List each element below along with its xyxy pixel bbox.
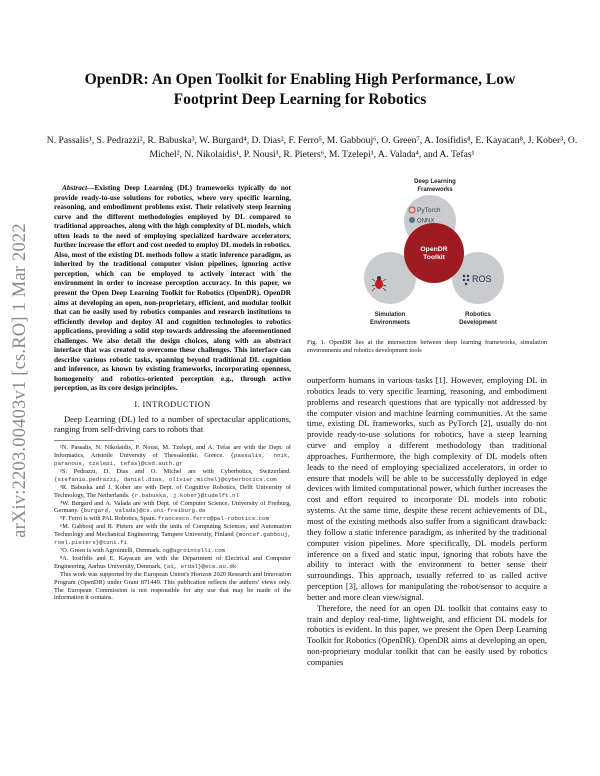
footnote-divider: [54, 440, 134, 441]
figure-1-caption: Fig. 1. OpenDR lies at the intersection between deep learning frameworks, simulation environments and robotics development tools: [307, 339, 547, 354]
footnote-2: ²S. Pedrazzi, D. Dias and O. Michel are with Cyberbotics, Switzerland. {stefania.pedrazzi, daniel.dias, olivier.michel}@cyberbotics.com: [54, 467, 291, 483]
footnote-6: ⁶M. Gabbouj and R. Pieters are with the units of Computing Sciences, and Automation Technology and Mechanical Engineering, Tampere University, Finland {moncef.gabbouj, roel.pieters}@tuni.fi: [54, 523, 292, 547]
paper-title: OpenDR: An Open Toolkit for Enabling High Performance, Low Footprint Deep Learning for Robotics: [84, 71, 516, 108]
footnote-5: ⁵F. Ferro is with PAL Robotics, Spain. francesco.ferro@pal-robotics.com: [60, 515, 270, 523]
center-label-1: OpenDR: [420, 246, 448, 253]
center-label-2: Toolkit: [423, 254, 445, 261]
footnote-funding: This work was supported by the European Union's Horizon 2020 Research and Innovation Program (OpenDR) under Grant 871449. This publication reflects the authors' views only. The European Commission is not responsible for any use that may be made of the information it contains.: [54, 570, 291, 602]
label-robotics-2: Development: [459, 320, 497, 326]
footnotes: [54, 444, 291, 602]
arxiv-stamp-text: arXiv:2203.00403v1 [cs.RO] 1 Mar 2022: [9, 222, 30, 538]
label-robotics-1: Robotics: [465, 312, 491, 318]
pytorch-logo-text: PyTorch: [417, 207, 441, 214]
footnote-1: ¹N. Passalis, N. Nikolaidis, P. Nousi, M. Tzelepi, and A. Tefas are with the Dept. of Informatics, Aristotle University of Thessaloniki, Greece. {passalis, nnik, paranous, tzelepi, tefas}@csd.auth.gr: [54, 444, 291, 468]
footnote-8: ⁸A. Iosifidis and E. Kayacan are with the Department of Electrical and Computer Engineering, Aarhus University, Denmark. {ai, erdal}@ece.au.dk: [54, 554, 291, 570]
abstract-text: Existing Deep Learning (DL) frameworks typically do not provide ready-to-use solutions for robotics, where very specific learning, reasoning, and embodiment problems exist. Their relatively steep learning curve and the different methodologies employed by DL compared to traditional approaches, along with the high complexity of DL models, which often leads to the need of employing specialized hardware accelerators, further increase the effort and cost needed to employ DL models in robotics. Also, most of the existing DL methods follow a static inference paradigm, as inherited by the traditional computer vision pipelines, ignoring active perception, which can be employed to actively interact with the environment in order to increase perception accuracy. In this paper, we present the Open Deep Learning Toolkit for Robotics (OpenDR). OpenDR aims at developing an open, non-proprietary, efficient, and modular toolkit that can be easily used by robotics companies and research institutions to efficiently develop and deploy AI and cognition technologies to robotics applications, providing a solid step towards addressing the aforementioned challenges. We also detail the design choices, along with an abstract interface that was created to overcome these challenges. This interface can describe various robotic tasks, spanning beyond traditional DL cognition and inference, as known by existing frameworks, incorporating openness, homogeneity and robotics-oriented perception e.g., through active perception, as its core design principles.: [54, 183, 291, 393]
abstract-label: Abstract—: [62, 183, 95, 192]
section-heading-introduction: I. INTRODUCTION: [134, 400, 211, 410]
label-simulation-1: Simulation: [374, 312, 406, 318]
right-paragraph-2: Therefore, the need for an open DL toolkit that contains easy to train and deploy real-time, lightweight, and efficient DL models for robotics is evident. In this paper, we present the Open Deep Learning Toolkit for Robotics (OpenDR). OpenDR aims at developing an open, non-proprietary modular toolkit that can be easily used by robotics companies: [307, 602, 547, 667]
figure-1: [360, 175, 510, 330]
right-column: [307, 375, 547, 668]
footnote-4: ⁴W. Burgard and A. Valada are with Dept. of Computer Science, University of Freiburg, Germany. {burgard, valada}@cs.uni-freiburg.de: [54, 499, 291, 515]
left-column: [54, 183, 291, 602]
intro-paragraph: Deep Learning (DL) led to a number of spectacular applications, ranging from self-driving cars to robots that: [54, 413, 291, 435]
author-list: N. Passalis¹, S. Pedrazzi², R. Babuska³, W. Burgard⁴, D. Dias², F. Ferro⁵, M. Gabbouj⁶, O. Green⁷, A. Iosifidis⁸, E. Kayacan⁸, J. Kober³, O. Michel², N. Nikolaidis¹, P. Nousi¹, R. Pieters⁶, M. Tzelepi¹, A. Valada⁴, and A. Tefas¹: [46, 135, 578, 160]
onnx-logo-text: ONNX: [417, 218, 435, 225]
label-dl-frameworks-1: Deep Learning: [414, 179, 456, 185]
label-simulation-2: Environments: [369, 320, 411, 326]
footnote-3: ³R. Babuska and J. Kober are with Dept. of Cognitive Robotics, Delft University of Technology, The Netherlands. {r.babuska, j.kober}@tudelft.nl: [54, 483, 291, 499]
arxiv-stamp: [2, 200, 38, 560]
circle-opendr: [404, 223, 464, 283]
label-dl-frameworks-2: Frameworks: [417, 187, 453, 193]
venn-diagram: [360, 175, 510, 330]
abstract: [54, 183, 291, 393]
footnote-7: ⁷O. Green is with Agrointelli, Denmark. og@agrointelli.com: [60, 547, 226, 554]
ros-logo-text: ROS: [472, 274, 492, 284]
right-paragraph-1: outperform humans in various tasks [1]. However, employing DL in robotics leads to very specific learning, reasoning, and embodiment problems and research questions that are typically not addressed by the computer vision and machine learning communities. At the same time, existing DL frameworks, such as PyTorch [2], usually do not provide ready-to-use solutions for robotics, have a steep learning curve and employ a different methodology than traditional approaches. Furthermore, the high complexity of DL models often leads to the need of employing specialized accelerators, in order to ensure that models will be able to be successfully deployed in edge devices with limited computational power, which further increases the cost and effort required to incorporate DL models into robotic systems. At the same time, despite these recent achievements of DL, most of the existing methods also suffer from a significant drawback: they follow a static inference paradigm, as inherited by the traditional computer vision pipelines. More specifically, DL models perform inference on a fixed and static input, ignoring that robots have the ability to interact with the environment to better sense their surroundings. This approach, usually referred to as called active perception [3], allows for manipulating the robot/sensor to acquire a better and more clean view/signal.: [307, 375, 547, 602]
